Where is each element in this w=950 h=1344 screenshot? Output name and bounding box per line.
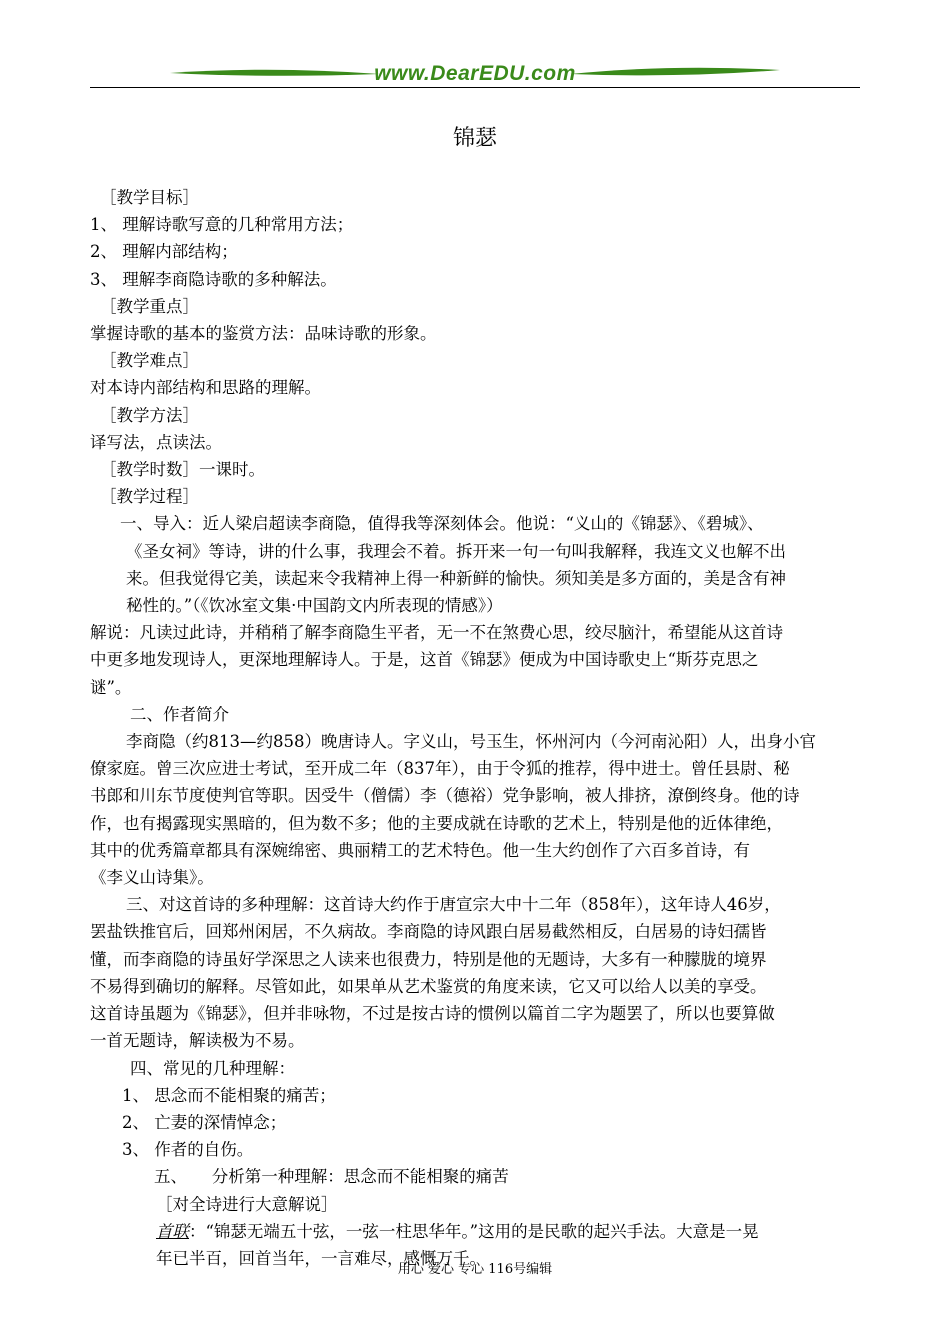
key-text: 掌握诗歌的基本的鉴赏方法：品味诗歌的形象。 (90, 324, 437, 344)
author-line: 李商隐（约813—约858）晚唐诗人。字义山，号玉生，怀州河内（今河南沁阳）人，出身小官 (126, 732, 816, 752)
understanding-line: 三、对这首诗的多种理解：这首诗大约作于唐宣宗大中十二年（858年），这年诗人46岁， (126, 895, 781, 915)
first-couplet-text: ：“锦瑟无端五十弦，一弦一柱思华年。”这用的是民歌的起兴手法。大意是一晃 (189, 1221, 759, 1241)
author-line: 《李义山诗集》。 (90, 868, 214, 888)
difficulty-heading: ［教学难点］ (100, 351, 199, 371)
method-text: 译写法，点读法。 (90, 432, 222, 452)
author-line: 僚家庭。曾三次应进士考试，至开成二年（837年），由于令狐的推荐，得中进士。曾任县尉、秘 (90, 759, 790, 779)
hours-text: ［教学时数］一课时。 (100, 460, 265, 480)
understanding-line: 罢盐铁推官后，回郑州闲居，不久病故。李商隐的诗风跟白居易截然相反，白居易的诗妇孺皆 (90, 922, 767, 942)
header-divider (90, 87, 860, 88)
explanation-line: 中更多地发现诗人，更深地理解诗人。于是，这首《锦瑟》便成为中国诗歌史上“斯芬克思之 (90, 650, 759, 670)
common-item: 3、 作者的自伤。 (122, 1140, 254, 1160)
goal-item: 1、 理解诗歌写意的几种常用方法； (90, 215, 354, 235)
banner-logo-text[interactable]: www.DearEDU.com (374, 62, 576, 85)
author-heading: 二、作者简介 (130, 704, 229, 724)
author-line: 书郎和川东节度使判官等职。因受牛（僧儒）李（德裕）党争影响，被人排挤，潦倒终身。他的诗 (90, 786, 800, 806)
understanding-line: 这首诗虽题为《锦瑟》，但并非咏物，不过是按古诗的惯例以篇首二字为题罢了，所以也要算做 (90, 1004, 775, 1024)
common-heading: 四、常见的几种理解： (130, 1058, 295, 1078)
understanding-line: 不易得到确切的解释。尽管如此，如果单从艺术鉴赏的角度来读，它又可以给人以美的享受。 (90, 976, 767, 996)
common-item: 1、 思念而不能相聚的痛苦； (122, 1085, 336, 1105)
explanation-line: 谜”。 (90, 677, 132, 697)
document-title: 锦瑟 (452, 126, 497, 151)
first-couplet-line (90, 1218, 862, 1245)
understanding-line: 一首无题诗，解读极为不易。 (90, 1031, 305, 1051)
analysis-heading: 五、 分析第一种理解：思念而不能相聚的痛苦 (154, 1167, 509, 1187)
first-couplet-cont: 年已半百，回首当年，一言难尽，感慨万千。 (156, 1248, 486, 1268)
intro-line: 《圣女祠》等诗，讲的什么事，我理会不着。拆开来一句一句叫我解释，我连文义也解不出 (126, 541, 786, 561)
goal-item: 3、 理解李商隐诗歌的多种解法。 (90, 269, 337, 289)
analysis-subheading: ［对全诗进行大意解说］ (156, 1194, 338, 1214)
author-line: 其中的优秀篇章都具有深婉绵密、典丽精工的艺术特色。他一生大约创作了六百多首诗，有 (90, 840, 750, 860)
difficulty-text: 对本诗内部结构和思路的理解。 (90, 378, 321, 398)
process-heading: ［教学过程］ (100, 487, 199, 507)
intro-line: 来。但我觉得它美，读起来令我精神上得一种新鲜的愉快。须知美是多方面的，美是含有神 (126, 568, 786, 588)
document-body (90, 184, 862, 1272)
explanation-line: 解说：凡读过此诗，并稍稍了解李商隐生平者，无一不在煞费心思，绞尽脑汁，希望能从这首诗 (90, 623, 783, 643)
goal-item: 2、 理解内部结构； (90, 242, 238, 262)
goal-heading: ［教学目标］ (100, 188, 199, 207)
key-heading: ［教学重点］ (100, 296, 199, 316)
intro-line: 一、导入：近人梁启超读李商隐，值得我等深刻体会。他说：“义山的《锦瑟》、《碧城》、 (120, 514, 764, 534)
author-line: 作，也有揭露现实黑暗的，但为数不多；他的主要成就在诗歌的艺术上，特别是他的近体律绝， (90, 813, 783, 833)
intro-line: 秘性的。”（《饮冰室文集·中国韵文内所表现的情感》） (126, 596, 503, 616)
first-couplet-label: 首联 (156, 1221, 189, 1241)
common-item: 2、 亡妻的深情悼念； (122, 1112, 287, 1132)
method-heading: ［教学方法］ (100, 405, 199, 425)
header-banner (90, 60, 860, 90)
understanding-line: 懂，而李商隐的诗虽好学深思之人读来也很费力，特别是他的无题诗，大多有一种朦胧的境界 (90, 949, 767, 969)
page-footer: 用心 爱心 专心 116号编辑 (397, 1262, 553, 1277)
